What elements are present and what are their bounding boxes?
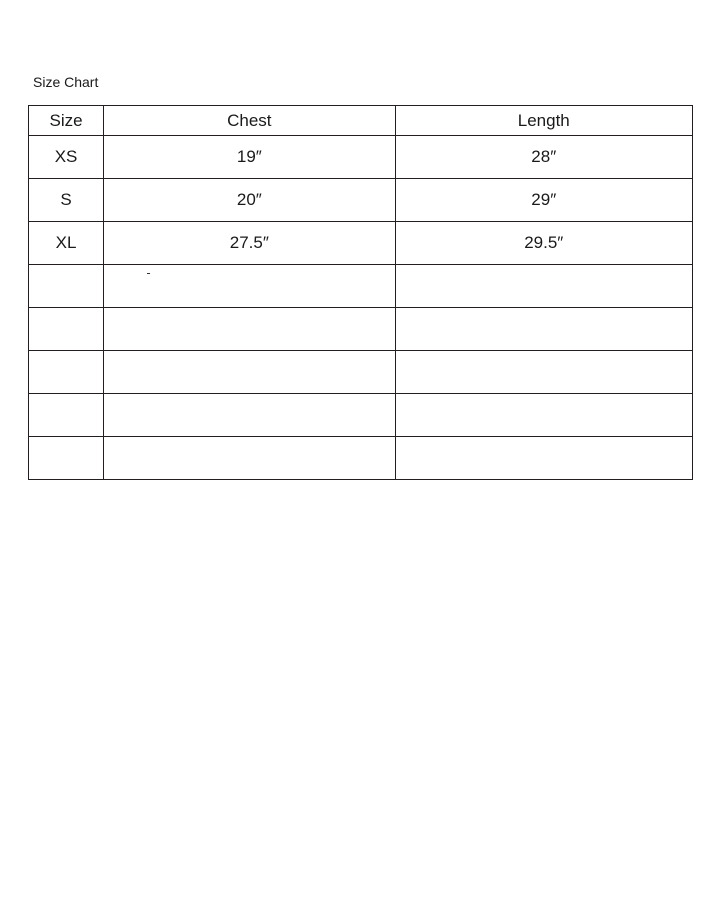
stray-dash-mark (147, 273, 150, 274)
chest-cell: 19″ (104, 136, 395, 179)
header-length: Length (395, 106, 692, 136)
table-row (29, 136, 693, 179)
table-row (29, 394, 693, 437)
page-title: Size Chart (33, 74, 99, 90)
length-cell: 28″ (395, 136, 692, 179)
size-cell (29, 437, 104, 480)
header-row (29, 106, 693, 136)
table-header (29, 106, 693, 136)
length-cell: 29″ (395, 179, 692, 222)
table-row (29, 437, 693, 480)
chest-cell (104, 308, 395, 351)
table-body (29, 136, 693, 480)
length-cell (395, 308, 692, 351)
table-row (29, 179, 693, 222)
length-cell (395, 437, 692, 480)
length-cell (395, 394, 692, 437)
size-cell (29, 265, 104, 308)
table-row (29, 265, 693, 308)
length-cell (395, 351, 692, 394)
header-chest: Chest (104, 106, 395, 136)
size-chart-table (28, 105, 693, 480)
length-cell (395, 265, 692, 308)
chest-cell: 20″ (104, 179, 395, 222)
length-cell: 29.5″ (395, 222, 692, 265)
chest-cell: 27.5″ (104, 222, 395, 265)
size-cell: XS (29, 136, 104, 179)
chest-cell (104, 265, 395, 308)
table-row (29, 222, 693, 265)
size-cell: S (29, 179, 104, 222)
size-cell (29, 351, 104, 394)
chest-cell (104, 351, 395, 394)
table-row (29, 308, 693, 351)
table-row (29, 351, 693, 394)
chest-cell (104, 394, 395, 437)
size-cell (29, 308, 104, 351)
size-cell: XL (29, 222, 104, 265)
chest-cell (104, 437, 395, 480)
header-size: Size (29, 106, 104, 136)
size-cell (29, 394, 104, 437)
